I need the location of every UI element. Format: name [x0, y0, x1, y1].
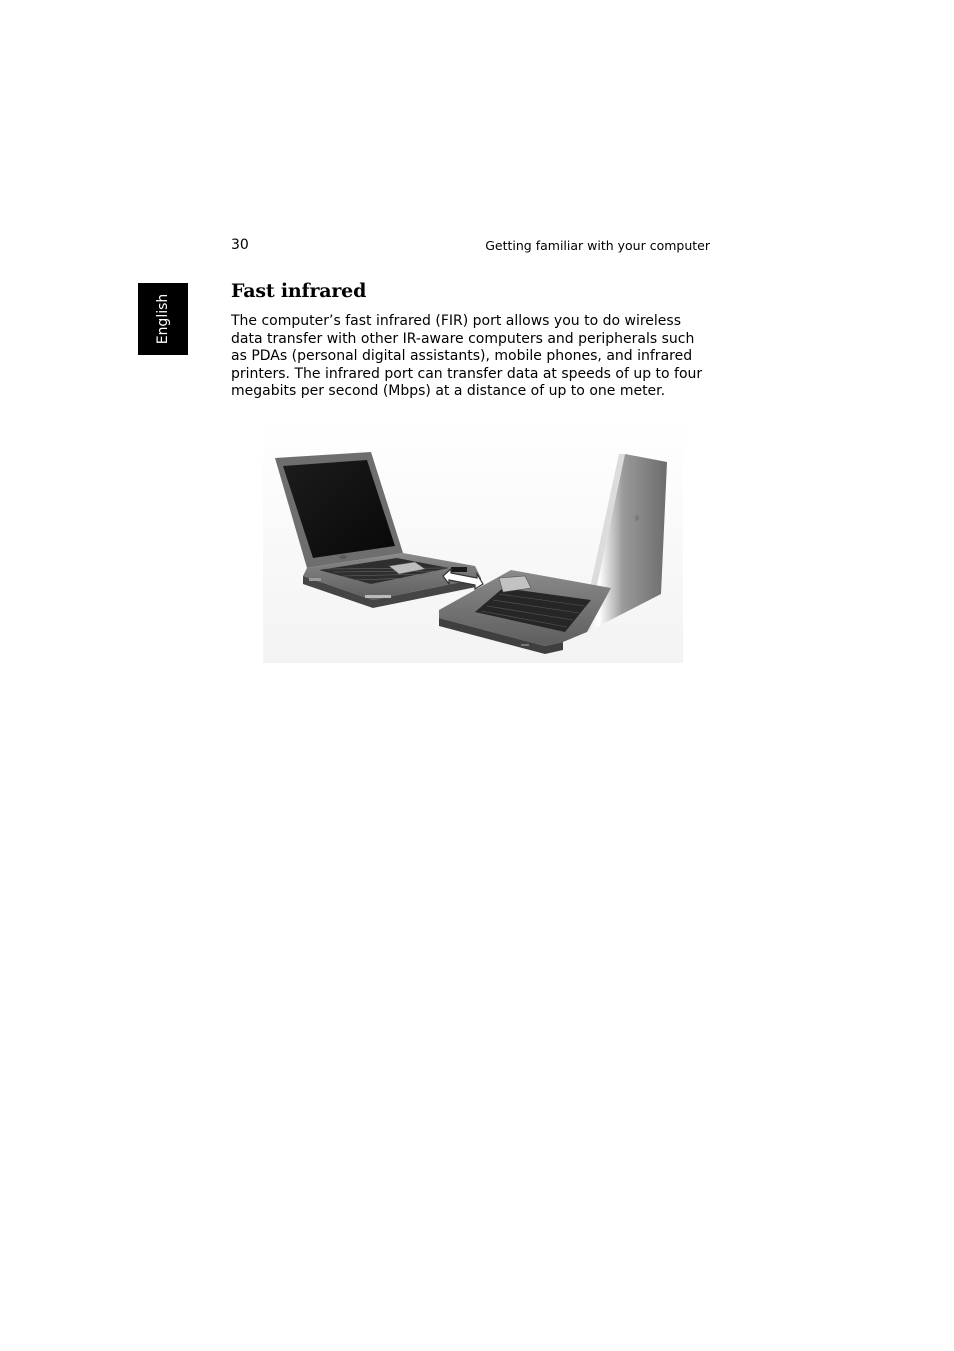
page-number: 30: [231, 237, 249, 253]
section-heading: Fast infrared: [231, 280, 367, 302]
section-body: The computer’s fast infrared (FIR) port allows you to do wireless data transfer with other IR-aware computers and peripherals such as PDAs (personal digital assistants), mobile phones, and infrared printers. The infrared port can transfer data at speeds of up to four megabits per second (Mbps) at a distance of up to one meter.: [231, 313, 703, 400]
language-tab: [138, 283, 188, 355]
language-tab-label: English: [155, 293, 171, 345]
infrared-figure: [263, 418, 683, 663]
running-head: Getting familiar with your computer: [485, 238, 710, 253]
